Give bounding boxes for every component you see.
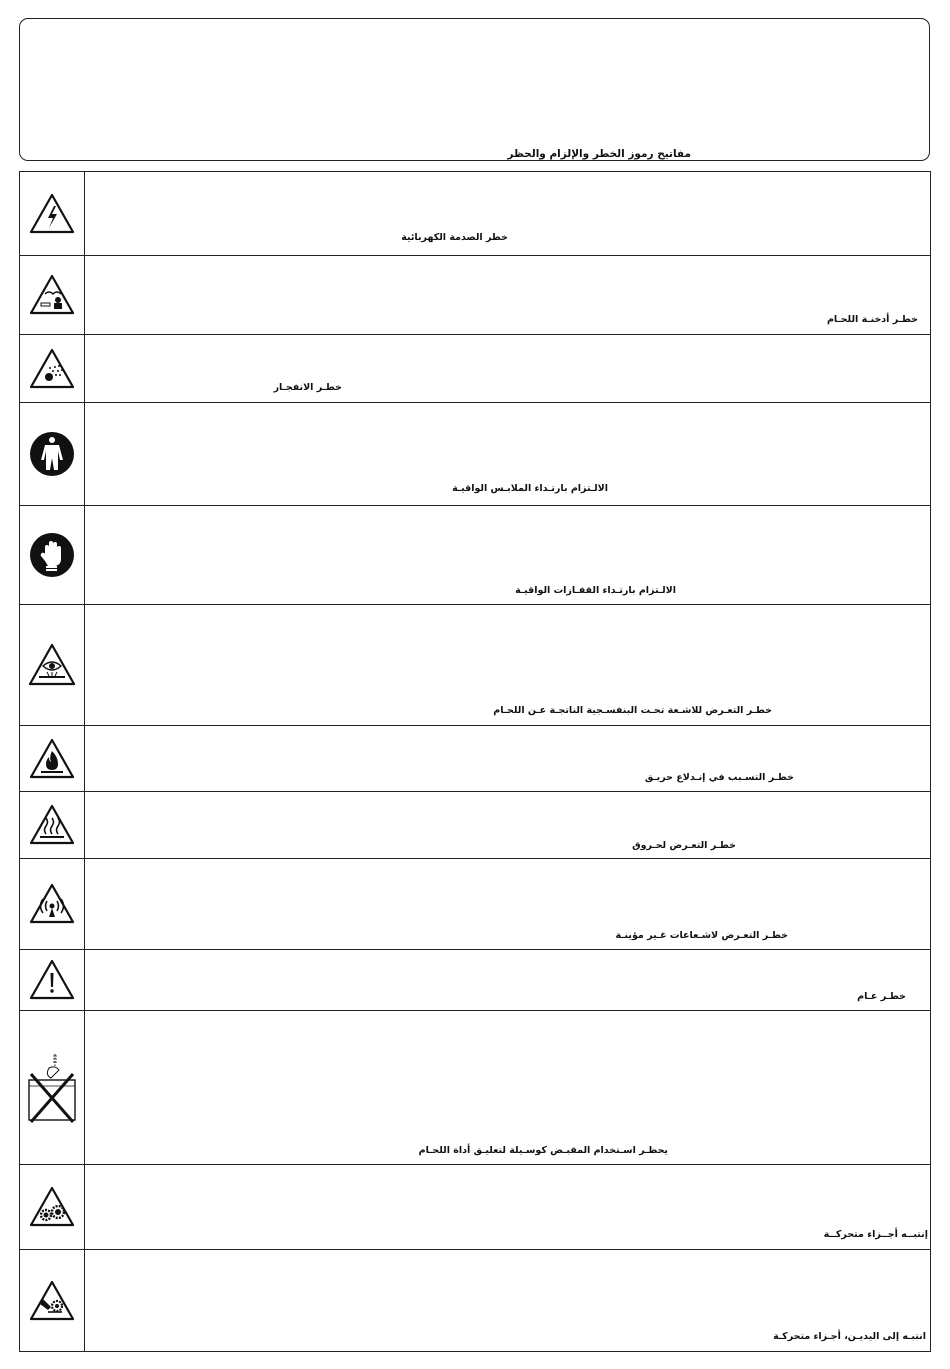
table-row (20, 949, 930, 1010)
symbols-table (19, 171, 931, 1352)
row-label: انتبـه إلى اليديـن، أجـزاء متحركـة (773, 1331, 926, 1342)
row-label: خطـر الانفجـار (273, 382, 342, 393)
icon-cell (20, 1011, 85, 1164)
row-label: خطـر التعـرض لحـروق (632, 840, 736, 851)
table-row (20, 1249, 930, 1351)
moving-parts-warning-icon (28, 1185, 76, 1229)
row-label: خطـر التسـبب في إنـدلاع حريـق (644, 772, 794, 783)
explosion-warning-icon (28, 347, 76, 391)
general-warning-icon (28, 958, 76, 1002)
row-label: الالـتزام بارتـداء الملابـس الواقيـة (452, 483, 608, 494)
table-row (20, 255, 930, 334)
icon-cell (20, 506, 85, 604)
welding-fumes-warning-icon (28, 273, 76, 317)
fire-warning-icon (28, 737, 76, 781)
row-label: خطـر التعـرض للاشـعة تحـت البنفسـجية الناتجـة عـن اللحـام (493, 705, 772, 716)
table-row (20, 858, 930, 949)
icon-cell (20, 950, 85, 1010)
icon-cell (20, 1165, 85, 1249)
table-row (20, 1164, 930, 1249)
protective-gloves-mandatory-icon (28, 531, 76, 579)
icon-cell (20, 1250, 85, 1351)
hot-surface-warning-icon (28, 803, 76, 847)
icon-cell (20, 859, 85, 949)
icon-cell (20, 792, 85, 858)
icon-cell (20, 172, 85, 255)
icon-cell (20, 256, 85, 334)
table-row (20, 791, 930, 858)
row-label: يحظـر اسـتخدام المقبـض كوسـيلة لتعليـق أداة اللحـام (418, 1145, 668, 1156)
table-row (20, 334, 930, 402)
table-row (20, 505, 930, 604)
table-row (20, 725, 930, 791)
page-title: مفاتيح رموز الخطر والإلزام والحظر (507, 148, 691, 160)
non-ionizing-radiation-warning-icon (28, 882, 76, 926)
table-row (20, 172, 930, 255)
row-label: خطـر التعـرض لاشـعاعات غـير مؤينـة (615, 930, 788, 941)
table-row (20, 604, 930, 725)
icon-cell (20, 726, 85, 791)
uv-radiation-warning-icon (27, 642, 77, 688)
row-label: خطـر أدخنـة اللحـام (826, 314, 918, 325)
row-label: إنتبــه أجــزاء متحركــة (823, 1229, 928, 1240)
row-label: خطر الصدمة الكهربائية (401, 232, 508, 243)
electric-shock-warning-icon (28, 192, 76, 236)
header-box (19, 18, 930, 161)
icon-cell (20, 605, 85, 725)
row-label: خطـر عـام (857, 991, 906, 1002)
hand-crush-warning-icon (28, 1279, 76, 1323)
row-label: الالـتزام بارتـداء القفـازات الواقيـة (515, 585, 676, 596)
protective-clothing-mandatory-icon (28, 430, 76, 478)
icon-cell (20, 335, 85, 402)
no-hanging-handle-prohibition-icon (27, 1052, 77, 1124)
table-row (20, 1010, 930, 1164)
icon-cell (20, 403, 85, 505)
table-row (20, 402, 930, 505)
